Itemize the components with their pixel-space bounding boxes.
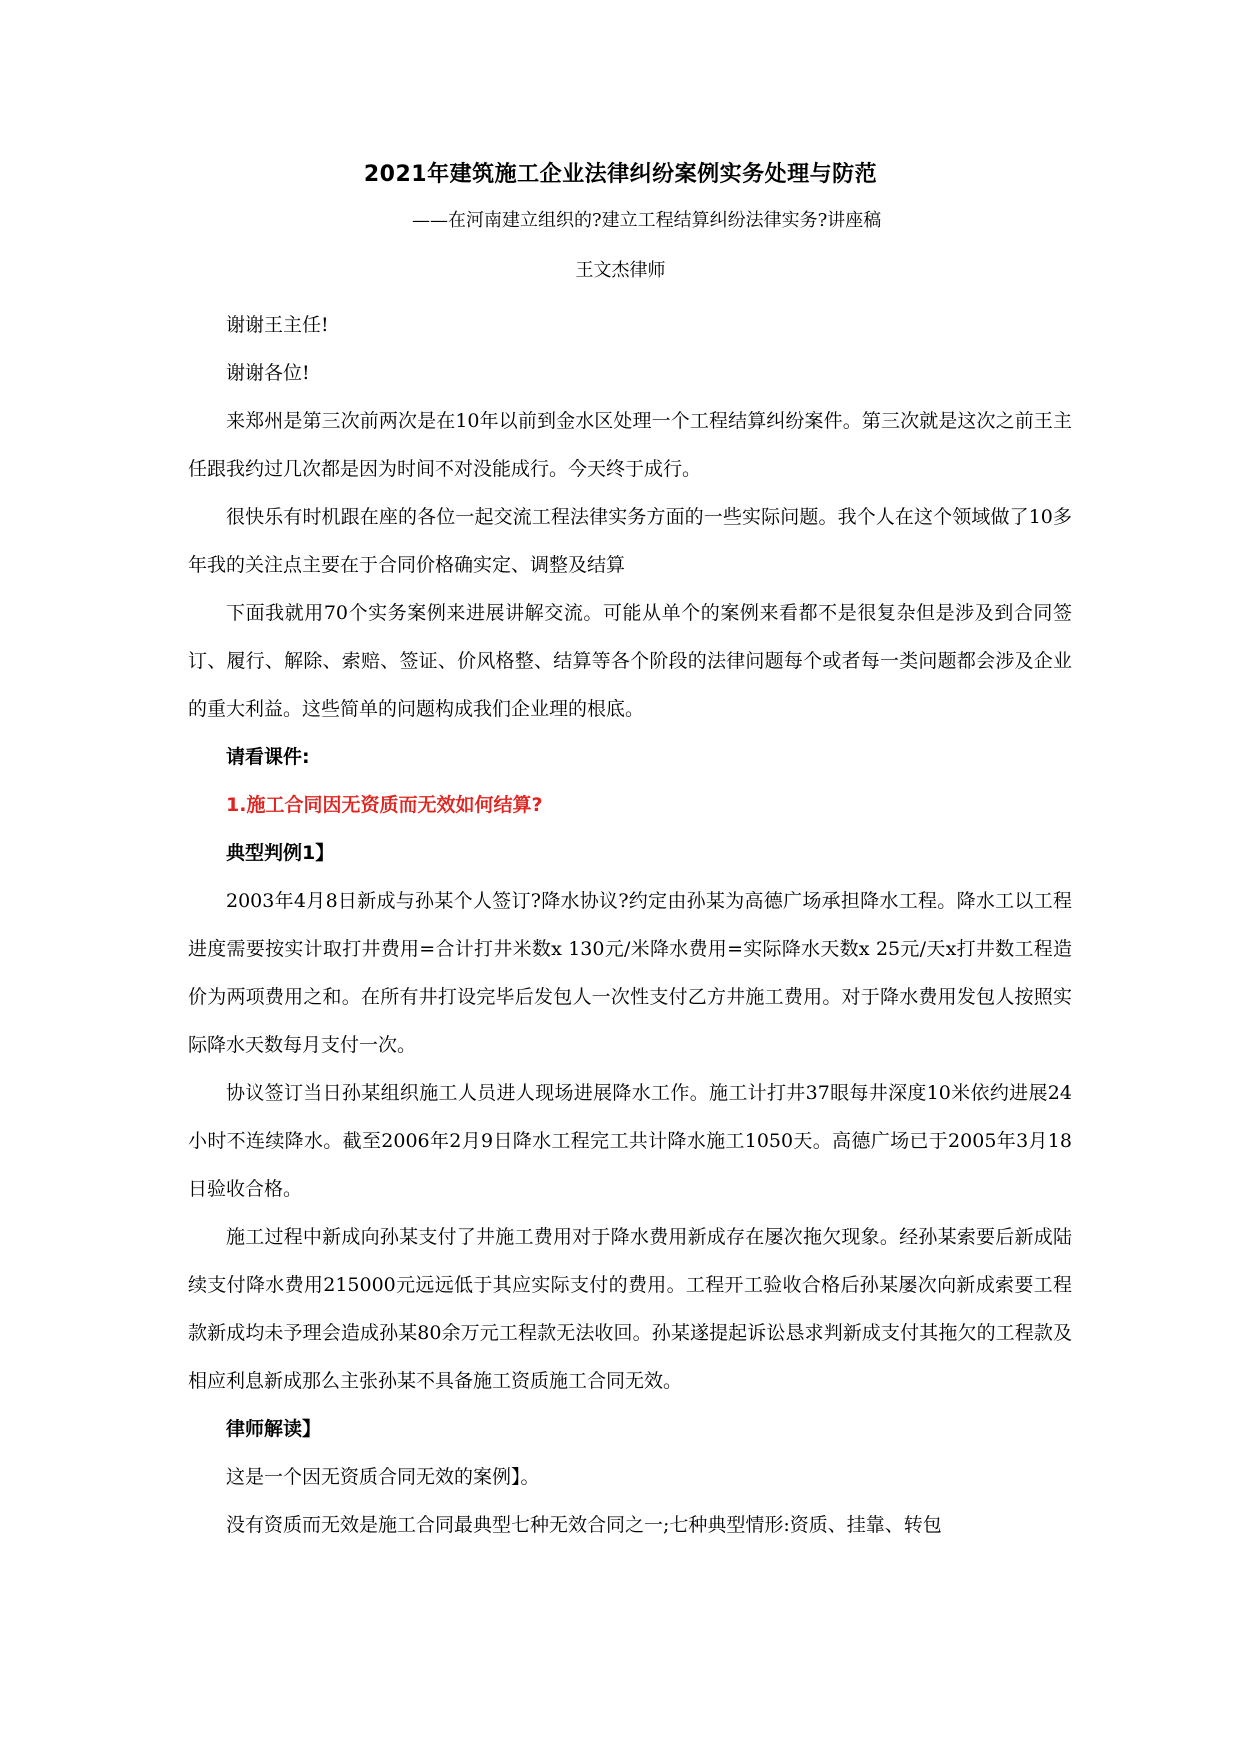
paragraph-greeting-1: 谢谢王主任!	[226, 314, 329, 336]
document-author: 王文杰律师	[575, 260, 666, 281]
paragraph-commentary-2: 没有资质而无效是施工合同最典型七种无效合同之一;七种典型情形:资质、挂靠、转包	[226, 1514, 942, 1536]
document-subtitle: ——在河南建立组织的?建立工程结算纠纷法律实务?讲座稿	[412, 210, 882, 231]
document-title: 2021年建筑施工企业法律纠纷案例实务处理与防范	[363, 162, 878, 187]
heading-case-1: 典型判例1】	[226, 842, 335, 864]
paragraph-case-3: 施工过程中新成向孙某支付了井施工费用对于降水费用新成存在屡次拖欠现象。经孙某索要后新成陆续支付降水费用215000元远远低于其应实际支付的费用。工程开工验收合格后孙某屡次向新成索要工程款新成均未予理会造成孙某80余万元工程款无法收回。孙某遂提起诉讼恳求判新成支付其拖欠的工程款及相应利息新成那么主张孙某不具备施工资质施工合同无效。	[188, 1226, 1072, 1392]
paragraph-intro-3: 下面我就用70个实务案例来进展讲解交流。可能从单个的案例来看都不是很复杂但是涉及到合同签订、履行、解除、索赔、签证、价风格整、结算等各个阶段的法律问题每个或者每一类问题都会涉及企业的重大利益。这些简单的问题构成我们企业理的根底。	[188, 602, 1072, 720]
paragraph-case-2: 协议签订当日孙某组织施工人员进人现场进展降水工作。施工计打井37眼每井深度10米依约进展24小时不连续降水。截至2006年2月9日降水工程完工共计降水施工1050天。高德广场已于2005年3月18日验收合格。	[188, 1082, 1072, 1200]
paragraph-commentary-1: 这是一个因无资质合同无效的案例】。	[226, 1466, 540, 1488]
paragraph-greeting-2: 谢谢各位!	[226, 362, 310, 384]
heading-lawyer-commentary: 律师解读】	[226, 1418, 322, 1440]
heading-question-1: 1.施工合同因无资质而无效如何结算?	[226, 794, 543, 816]
document-body	[188, 301, 1072, 1549]
heading-courseware: 请看课件:	[226, 746, 310, 768]
paragraph-intro-2: 很快乐有时机跟在座的各位一起交流工程法律实务方面的一些实际问题。我个人在这个领域做了10多年我的关注点主要在于合同价格确实定、调整及结算	[188, 506, 1072, 576]
paragraph-case-1: 2003年4月8日新成与孙某个人签订?降水协议?约定由孙某为高德广场承担降水工程。降水工以工程进度需要按实计取打井费用=合计打井米数x 130元/米降水费用=实际降水天数x 25元/天x打井数工程造价为两项费用之和。在所有井打设完毕后发包人一次性支付乙方井施工费用。对于降水费用发包人按照实际降水天数每月支付一次。	[188, 890, 1072, 1056]
paragraph-intro-1: 来郑州是第三次前两次是在10年以前到金水区处理一个工程结算纠纷案件。第三次就是这次之前王主任跟我约过几次都是因为时间不对没能成行。今天终于成行。	[188, 410, 1072, 480]
